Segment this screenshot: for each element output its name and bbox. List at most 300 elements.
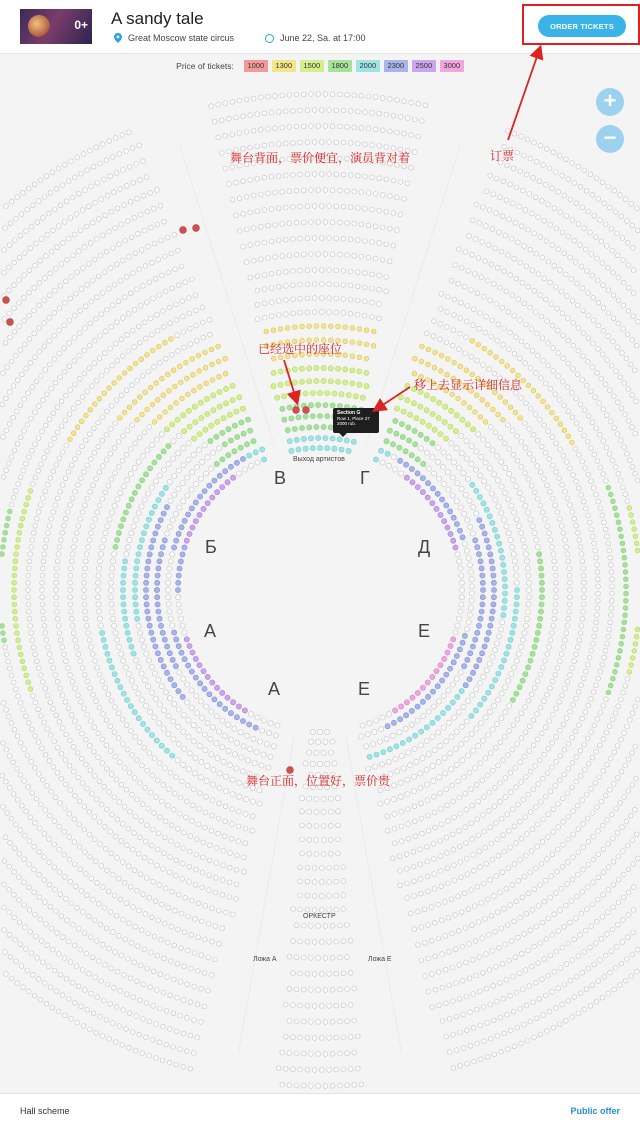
seat-available[interactable] [166,444,171,449]
seat-available[interactable] [486,630,491,635]
seat-available[interactable] [482,644,487,649]
seat-available[interactable] [285,428,290,433]
seat-available[interactable] [490,520,495,525]
seat-available[interactable] [430,720,435,725]
seat-available[interactable] [538,609,543,614]
seat-available[interactable] [425,680,430,685]
seat-available[interactable] [491,602,496,607]
seat-available[interactable] [176,644,181,649]
seat-available[interactable] [154,381,159,386]
seat-available[interactable] [406,425,411,430]
seat-available[interactable] [157,559,162,564]
seat-available[interactable] [135,417,140,422]
seat-available[interactable] [198,494,203,499]
seat-available[interactable] [613,669,618,674]
seat-available[interactable] [506,644,511,649]
seat-available[interactable] [121,595,126,600]
seat-available[interactable] [630,520,635,525]
seat-available[interactable] [608,492,613,497]
seat-available[interactable] [201,506,206,511]
seat-available[interactable] [539,573,544,578]
seat-available[interactable] [444,672,449,677]
seat-available[interactable] [633,534,638,539]
seat-available[interactable] [404,713,409,718]
seat-available[interactable] [3,530,8,535]
price-chip-2300[interactable]: 2300 [384,60,408,72]
seat-available[interactable] [116,530,121,535]
seat-available[interactable] [228,464,233,469]
seat-available[interactable] [176,580,181,585]
seat-available[interactable] [175,587,180,592]
seat-available[interactable] [445,525,450,530]
seat-available[interactable] [20,659,25,664]
seat-available[interactable] [483,420,488,425]
seat-available[interactable] [210,495,215,500]
seat-available[interactable] [415,704,420,709]
seat-available[interactable] [170,422,175,427]
seat-available[interactable] [328,366,333,371]
seat-available[interactable] [480,595,485,600]
seat-available[interactable] [285,326,290,331]
seat-available[interactable] [158,518,163,523]
seat-available[interactable] [88,407,93,412]
seat-available[interactable] [187,643,192,648]
seat-available[interactable] [202,686,207,691]
seat-available[interactable] [477,657,482,662]
seat-available[interactable] [18,652,23,657]
seat-available[interactable] [489,559,494,564]
price-chip-2000[interactable]: 2000 [356,60,380,72]
seat-available[interactable] [223,706,228,711]
seat-available[interactable] [156,609,161,614]
seat-available[interactable] [346,393,351,398]
seat-available[interactable] [435,715,440,720]
seat-available[interactable] [623,577,628,582]
seat-available[interactable] [616,655,621,660]
seat-available[interactable] [337,437,342,442]
seat-available[interactable] [176,531,181,536]
seat-available[interactable] [397,445,402,450]
seat-available[interactable] [152,504,157,509]
seat-available[interactable] [132,587,137,592]
seat-available[interactable] [476,342,481,347]
seat-available[interactable] [145,566,150,571]
seat-available[interactable] [16,638,21,643]
seat-available[interactable] [161,511,166,516]
seat-available[interactable] [184,376,189,381]
seat-available[interactable] [12,573,17,578]
seat-available[interactable] [490,609,495,614]
seat-available[interactable] [420,476,425,481]
seat-available[interactable] [478,415,483,420]
seat-available[interactable] [307,425,312,430]
seat-available[interactable] [514,595,519,600]
seat-available[interactable] [230,398,235,403]
seat-available[interactable] [496,671,501,676]
seat-available[interactable] [123,510,128,515]
seat-available[interactable] [132,490,137,495]
seat-available[interactable] [473,708,478,713]
seat-available[interactable] [296,447,301,452]
seat-available[interactable] [278,382,283,387]
seat-available[interactable] [173,664,178,669]
seat-available[interactable] [448,531,453,536]
seat-available[interactable] [299,379,304,384]
seat-available[interactable] [20,516,25,521]
seat-available[interactable] [452,360,457,365]
seat-available[interactable] [179,650,184,655]
seat-available[interactable] [350,326,355,331]
seat-available[interactable] [622,620,627,625]
seat-available[interactable] [171,368,176,373]
seat-available[interactable] [364,328,369,333]
seat-available[interactable] [424,393,429,398]
seat-available[interactable] [424,725,429,730]
seat-available[interactable] [162,340,167,345]
seat-available[interactable] [100,630,105,635]
seat-available[interactable] [247,722,252,727]
seat-available[interactable] [491,573,496,578]
seat-available[interactable] [633,641,638,646]
seat-available[interactable] [12,595,17,600]
seat-available[interactable] [18,523,23,528]
seat-available[interactable] [412,356,417,361]
seat-available[interactable] [121,691,126,696]
seat-available[interactable] [292,325,297,330]
seat-available[interactable] [193,675,198,680]
seat-available[interactable] [314,378,319,383]
seat-available[interactable] [15,545,20,550]
seat-available[interactable] [182,545,187,550]
seat-available[interactable] [364,342,369,347]
seat-available[interactable] [112,672,117,677]
seat-available[interactable] [0,552,4,557]
seat-available[interactable] [539,602,544,607]
seat-available[interactable] [454,653,459,658]
seat-available[interactable] [15,631,20,636]
zoom-out-button[interactable]: − [596,125,624,153]
seat-available[interactable] [436,415,441,420]
seat-available[interactable] [632,527,637,532]
seat-available[interactable] [399,422,404,427]
seat-available[interactable] [475,545,480,550]
seat-available[interactable] [465,657,470,662]
seat-available[interactable] [215,490,220,495]
seat-available[interactable] [224,401,229,406]
seat-available[interactable] [505,364,510,369]
seat-available[interactable] [203,427,208,432]
seat-available[interactable] [182,429,187,434]
seat-available[interactable] [234,715,239,720]
seat-available[interactable] [217,374,222,379]
price-chip-3000[interactable]: 3000 [440,60,464,72]
seat-available[interactable] [282,417,287,422]
seat-available[interactable] [477,518,482,523]
seat-available[interactable] [491,595,496,600]
seat-available[interactable] [152,460,157,465]
seat-available[interactable] [278,327,283,332]
seat-available[interactable] [1,545,6,550]
seat-available[interactable] [499,359,504,364]
seat-available[interactable] [350,340,355,345]
seat-available[interactable] [614,513,619,518]
seat-available[interactable] [184,637,189,642]
seat-available[interactable] [489,616,494,621]
seat-available[interactable] [381,750,386,755]
seat-available[interactable] [426,347,431,352]
seat-available[interactable] [424,436,429,441]
seat-available[interactable] [223,356,228,361]
seat-available[interactable] [134,566,139,571]
seat-available[interactable] [323,436,328,441]
seat-available[interactable] [328,324,333,329]
seat-available[interactable] [321,378,326,383]
seat-available[interactable] [465,422,470,427]
seat-available[interactable] [189,669,194,674]
seat-available[interactable] [630,656,635,661]
seat-available[interactable] [123,559,128,564]
seat-available[interactable] [136,716,141,721]
seat-available[interactable] [430,689,435,694]
seat-available[interactable] [435,684,440,689]
seat-available[interactable] [260,447,265,452]
seat-available[interactable] [404,700,409,705]
seat-available[interactable] [300,324,305,329]
seat-available[interactable] [317,445,322,450]
seat-available[interactable] [190,525,195,530]
seat-available[interactable] [480,580,485,585]
seat-available[interactable] [458,364,463,369]
seat-available[interactable] [118,524,123,529]
seat-available[interactable] [479,609,484,614]
seat-available[interactable] [635,548,640,553]
seat-available[interactable] [154,738,159,743]
seat-available[interactable] [215,419,220,424]
seat-available[interactable] [143,390,148,395]
seat-available[interactable] [440,710,445,715]
seat-available[interactable] [154,587,159,592]
seat-available[interactable] [514,587,519,592]
seat-available[interactable] [155,524,160,529]
seat-available[interactable] [17,645,22,650]
seat-available[interactable] [495,534,500,539]
seat-available[interactable] [616,520,621,525]
seat-available[interactable] [143,587,148,592]
seat-available[interactable] [448,509,453,514]
seat-available[interactable] [92,402,97,407]
seat-available[interactable] [489,684,494,689]
seat-available[interactable] [554,416,559,421]
seat-available[interactable] [146,616,151,621]
seat-available[interactable] [193,519,198,524]
seat-available[interactable] [133,580,138,585]
seat-available[interactable] [162,538,167,543]
seat-available[interactable] [153,644,158,649]
seat-available[interactable] [421,461,426,466]
seat-available[interactable] [161,664,166,669]
seat-available[interactable] [317,413,322,418]
seat-available[interactable] [185,392,190,397]
seat-available[interactable] [287,405,292,410]
seat-available[interactable] [12,602,17,607]
seat-available[interactable] [473,410,478,415]
seat-available[interactable] [157,616,162,621]
seat-selected[interactable] [180,227,187,234]
seat-available[interactable] [177,364,182,369]
seat-available[interactable] [451,538,456,543]
seat-available[interactable] [109,665,114,670]
seat-available[interactable] [144,524,149,529]
seat-available[interactable] [343,367,348,372]
seat-available[interactable] [493,678,498,683]
seat-available[interactable] [634,541,639,546]
seat-available[interactable] [487,514,492,519]
seat-available[interactable] [125,630,130,635]
seat-available[interactable] [12,588,17,593]
seat-available[interactable] [211,408,216,413]
seat-available[interactable] [502,591,507,596]
seat-available[interactable] [357,382,362,387]
seat-available[interactable] [136,552,141,557]
seat-available[interactable] [214,461,219,466]
seat-available[interactable] [538,566,543,571]
seat-available[interactable] [462,633,467,638]
seat-available[interactable] [174,538,179,543]
seat-available[interactable] [115,537,120,542]
seat-available[interactable] [210,378,215,383]
seat-available[interactable] [503,400,508,405]
seat-available[interactable] [611,676,616,681]
seat-available[interactable] [501,613,506,618]
seat-available[interactable] [24,502,29,507]
seat-available[interactable] [174,401,179,406]
seat-available[interactable] [412,428,417,433]
seat-available[interactable] [234,409,239,414]
seat-available[interactable] [415,690,420,695]
seat-available[interactable] [217,702,222,707]
seat-available[interactable] [168,677,173,682]
seat-available[interactable] [264,329,269,334]
seat-available[interactable] [478,702,483,707]
seat-available[interactable] [176,689,181,694]
seat-available[interactable] [321,365,326,370]
seat-available[interactable] [443,404,448,409]
seat-available[interactable] [460,640,465,645]
seat-available[interactable] [160,545,165,550]
seat-available[interactable] [161,393,166,398]
seat-available[interactable] [307,379,312,384]
seat-available[interactable] [165,644,170,649]
seat-available[interactable] [137,395,142,400]
seat-available[interactable] [196,353,201,358]
seat-available[interactable] [448,424,453,429]
seat-available[interactable] [157,415,162,420]
seat-selected[interactable] [293,407,300,414]
seat-available[interactable] [357,355,362,360]
seat-available[interactable] [205,674,210,679]
seat-available[interactable] [614,662,619,667]
seat-available[interactable] [203,365,208,370]
seat-available[interactable] [131,651,136,656]
seat-available[interactable] [170,753,175,758]
seat-available[interactable] [134,609,139,614]
seat-available[interactable] [418,404,423,409]
seat-available[interactable] [222,442,227,447]
seat-available[interactable] [328,379,333,384]
seat-available[interactable] [558,422,563,427]
seat-available[interactable] [207,483,212,488]
seat-available[interactable] [127,637,132,642]
seat-available[interactable] [216,344,221,349]
seat-available[interactable] [314,424,319,429]
seat-available[interactable] [491,407,496,412]
seat-available[interactable] [167,651,172,656]
seat-available[interactable] [240,456,245,461]
seat-available[interactable] [198,384,203,389]
seat-selected[interactable] [7,319,14,326]
seat-available[interactable] [502,577,507,582]
seat-available[interactable] [621,627,626,632]
seat-available[interactable] [619,641,624,646]
seat-available[interactable] [611,499,616,504]
seat-available[interactable] [526,383,531,388]
seat-available[interactable] [261,457,266,462]
seat-available[interactable] [140,721,145,726]
seat-available[interactable] [140,412,145,417]
seat-available[interactable] [289,393,294,398]
seat-available[interactable] [480,602,485,607]
seat-available[interactable] [343,353,348,358]
seat-available[interactable] [624,591,629,596]
seat-available[interactable] [226,427,231,432]
seat-available[interactable] [404,462,409,467]
seat-available[interactable] [445,705,450,710]
seat-available[interactable] [197,432,202,437]
seat-available[interactable] [420,490,425,495]
seat-available[interactable] [275,395,280,400]
seat-available[interactable] [211,393,216,398]
seat-available[interactable] [500,555,505,560]
seat-available[interactable] [210,680,215,685]
seat-available[interactable] [251,439,256,444]
seat-available[interactable] [480,524,485,529]
seat-available[interactable] [167,388,172,393]
seat-available[interactable] [451,637,456,642]
seat-available[interactable] [486,690,491,695]
seat-available[interactable] [13,559,18,564]
seat-available[interactable] [190,650,195,655]
seat-available[interactable] [121,580,126,585]
seat-available[interactable] [191,372,196,377]
seat-available[interactable] [232,449,237,454]
seat-available[interactable] [464,368,469,373]
seat-available[interactable] [474,488,479,493]
seat-available[interactable] [13,616,18,621]
seat-available[interactable] [135,616,140,621]
seat-available[interactable] [539,595,544,600]
seat-available[interactable] [317,390,322,395]
seat-available[interactable] [121,573,126,578]
seat-available[interactable] [204,396,209,401]
seat-available[interactable] [126,503,131,508]
seat-available[interactable] [14,552,19,557]
seat-available[interactable] [182,657,187,662]
seat-available[interactable] [350,368,355,373]
seat-available[interactable] [26,680,31,685]
seat-available[interactable] [172,384,177,389]
seat-available[interactable] [538,559,543,564]
seat-available[interactable] [22,666,27,671]
